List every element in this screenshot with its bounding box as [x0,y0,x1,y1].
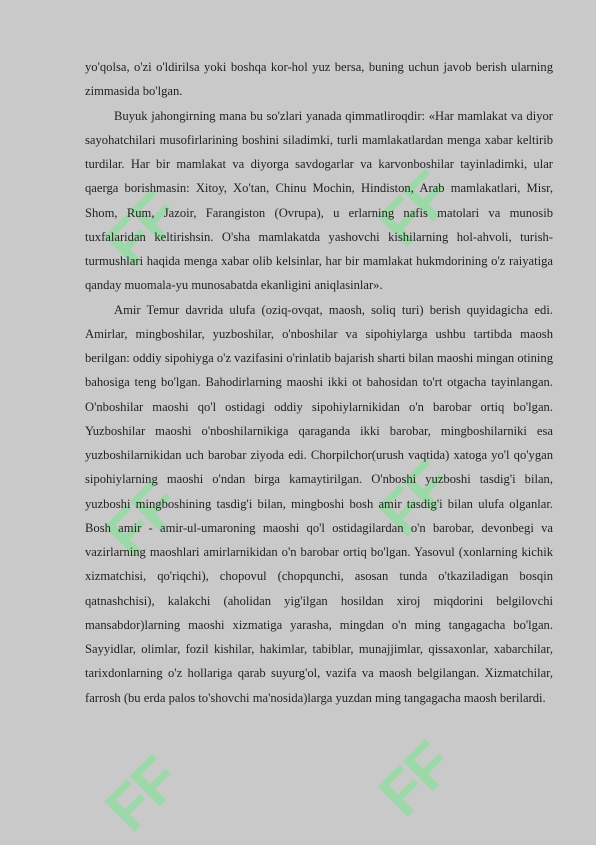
watermark: FF [92,744,193,845]
body-text [85,55,553,710]
paragraph: Amir Temur davrida ulufa (oziq-ovqat, maosh, soliq turi) berish quyidagicha edi. Amirlar, mingboshilar, yuzboshilar, o'nboshilar va sipohiylarga ushbu tartibda maosh berilgan: oddiy sipohiyga o'z vazifasini o'rinlatib bajarish sharti bilan maoshi mingan otining bahosiga teng bo'lgan. Bahodirlarning maoshi ikki ot bahosidan to'rt otgacha tayinlangan. O'nboshilar maoshi qo'l ostidagi oddiy sipohiylarnikidan o'n barobar ortiq bo'lgan. Yuzboshilar maoshi o'nboshilarnikiga qaraganda ikki barobar, mingboshilarniki esa yuzboshilarnikidan uch barobar ziyoda edi. Chorpilchor(urush vaqtida) xatoga yo'l qo'ygan sipohiylarning maoshi o'ndan birga kamaytirilgan. O'nboshi yuzboshi tasdig'i bilan, yuzboshi mingboshining tasdig'i bilan, mingboshi bosh amir tasdig'i bilan ulufa olganlar. Bosh amir - amir-ul-umaroning maoshi qo'l ostidagilardan o'n barobar, devonbegi va vazirlarning maoshlari amirlarnikidan o'n barobar ortiq bo'lgan. Yasovul (xonlarning kichik xizmatchisi, qo'riqchi), chopovul (chopqunchi, asosan tunda o'tkaziladigan bosqin qatnashchisi), kalakchi (aholidan yig'ilgan hosildan xiroj miqdorini belgilovchi mansabdor)larning maoshi xizmatiga yarasha, mingdan o'n ming tangagacha bo'lgan. Sayyidlar, olimlar, fozil kishilar, hakimlar, tabiblar, munajjimlar, qissaxonlar, xabarchilar, tarixdonlarning o'z hollariga qarab suyurg'ol, vazifa va maosh belgilangan. Xizmatchilar, farrosh (bu erda palos to'shovchi ma'nosida)larga yuzdan ming tangagacha maosh berilardi. [85,302,553,705]
watermark: FF [365,159,466,260]
paragraph: yo'qolsa, o'zi o'ldirilsa yoki boshqa kor-hol yuz bersa, buning uchun javob berish ularning zimmasida bo'lgan. [85,60,553,99]
watermark: FF [365,729,466,830]
watermark: FF [365,449,466,550]
watermark: FF [92,469,193,570]
paragraph: Buyuk jahongirning mana bu so'zlari yanada qimmatliroqdir: «Har mamlakat va diyor sayohatchilari musofirlarining boshini siladimki, turli mamlakatlardan menga xabar keltirib turdilar. Har bir mamlakat va diyorga savdogarlar va karvonboshilar tayinladimki, ular qaerga borishmasin: Xitoy, Xo'tan, Chinu Mochin, Hindiston, Arab mamlakatlari, Misr, Shom, Rum, Jazoir, Farangiston (Ovrupa), u erlarning nafis matolari va munosib tuxfalaridan keltirishsin. O'sha mamlakatda yashovchi kishilarning hol-ahvoli, turish-turmushlari haqida menga xabar olib kelsinlar, har bir mamlakat hukmdorining o'z raiyatiga qanday muomala-yu munosabatda ekanligini aniqlasinlar». [85,108,553,293]
watermark: FF [92,179,193,280]
